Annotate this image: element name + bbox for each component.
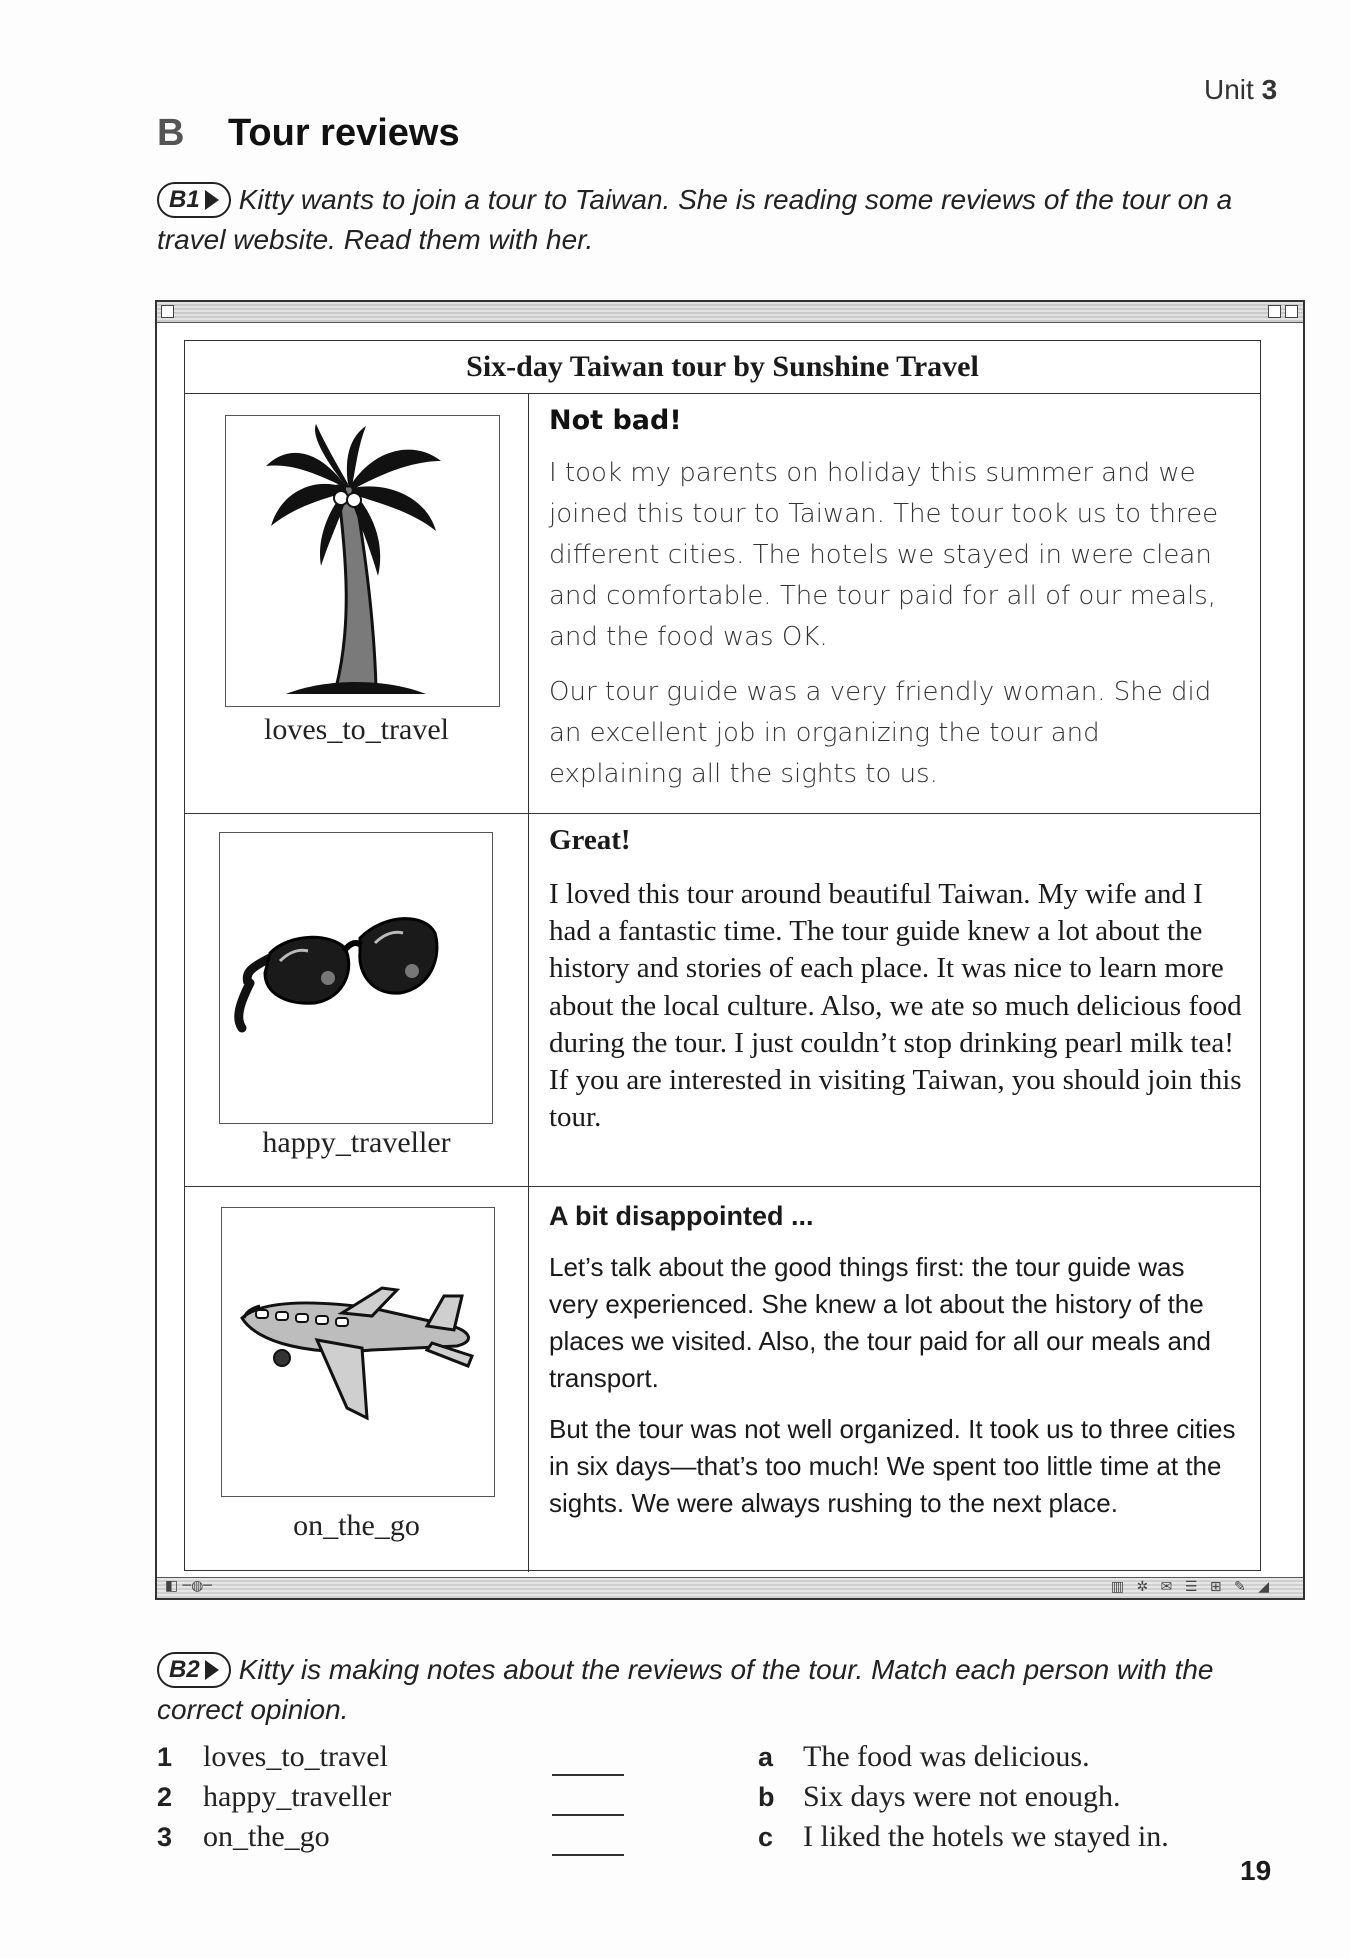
item-number: 1 <box>157 1742 173 1772</box>
b1-audio-badge[interactable] <box>157 182 231 218</box>
page-number: 19 <box>1240 1855 1272 1886</box>
reviewer-name[interactable]: happy_traveller <box>262 1126 451 1159</box>
review-table <box>184 340 1261 1571</box>
item-number: 3 <box>157 1822 173 1852</box>
b1-instruction-block <box>157 180 1277 259</box>
collapse-box-icon[interactable] <box>1285 305 1298 318</box>
close-box-icon[interactable] <box>161 305 174 318</box>
match-item <box>157 1740 388 1774</box>
review-body <box>549 453 1239 795</box>
reviewer-name[interactable]: loves_to_travel <box>264 713 449 746</box>
palm-tree-icon <box>225 415 500 707</box>
airplane-icon <box>221 1207 495 1497</box>
section-title: Tour reviews <box>228 112 460 154</box>
review-title: A bit disappointed ... <box>549 1201 814 1231</box>
review-row <box>185 393 1260 814</box>
b2-audio-badge[interactable] <box>157 1652 231 1688</box>
match-item <box>157 1780 392 1814</box>
review-paragraph: I loved this tour around beautiful Taiwan. My wife and I had a fantastic time. The tour guide knew a lot about the history and stories of each place. It was nice to learn more about the local culture. Also, we ate so much delicious food during the tour. I just couldn’t stop drinking pearl milk tea! If you are interested in visiting Taiwan, you should join this tour. <box>549 878 1242 1134</box>
zoom-box-icon[interactable] <box>1268 305 1281 318</box>
b2-badge-label: B2 <box>169 1656 200 1684</box>
match-item <box>157 1820 330 1854</box>
review-content <box>529 1187 1260 1572</box>
answer-blank[interactable] <box>552 1812 624 1816</box>
answer-blank[interactable] <box>552 1772 624 1776</box>
reviewer-cell <box>185 814 529 1186</box>
person-name: loves_to_travel <box>203 1740 388 1773</box>
review-content <box>529 393 1260 813</box>
opinion-text: I liked the hotels we stayed in. <box>803 1820 1169 1853</box>
b1-badge-label: B1 <box>169 186 200 214</box>
review-title: Great! <box>549 824 631 856</box>
reviewer-cell <box>185 393 529 813</box>
opinion-letter: c <box>758 1822 774 1852</box>
b2-instruction: Kitty is making notes about the reviews of the tour. Match each person with the correct opinion. <box>157 1654 1214 1725</box>
person-name: happy_traveller <box>203 1780 392 1813</box>
status-bar-icons[interactable]: ▥ ✲ ✉ ☰ ⊞ ✎ ◢ <box>1110 1579 1273 1595</box>
window-title-bar <box>157 302 1303 323</box>
opinion-letter: b <box>758 1782 775 1812</box>
opinion-letter: a <box>758 1742 774 1772</box>
scroll-control-icon[interactable]: ◧ ─◍─ <box>165 1578 212 1594</box>
review-paragraph: I took my parents on holiday this summer and we joined this tour to Taiwan. The tour took us to three different cities. The hotels we stayed in were clean and comfortable. The tour paid for all of our meals, and the food was OK. <box>549 458 1219 652</box>
section-letter: B <box>157 112 185 154</box>
answer-blank[interactable] <box>552 1852 624 1856</box>
review-row <box>185 1187 1260 1572</box>
opinion-text: The food was delicious. <box>803 1740 1090 1773</box>
review-body <box>549 1249 1239 1522</box>
sunglasses-icon <box>219 832 493 1124</box>
reviewer-cell <box>185 1187 529 1572</box>
b2-instruction-block <box>157 1650 1277 1729</box>
play-icon <box>205 190 219 210</box>
opinion-item <box>758 1740 1090 1774</box>
play-icon <box>205 1660 219 1680</box>
review-paragraph: Our tour guide was a very friendly woman. She did an excellent job in organizing the tour and explaining all the sights to us. <box>549 677 1212 789</box>
unit-label <box>1204 74 1277 106</box>
unit-word: Unit <box>1204 74 1254 105</box>
review-row <box>185 814 1260 1187</box>
review-paragraph: Let’s talk about the good things first: the tour guide was very experienced. She knew a lot about the history of the places we visited. Also, the tour paid for all our meals and transport. <box>549 1252 1211 1393</box>
review-title: Not bad! <box>549 405 682 436</box>
review-body <box>549 876 1249 1136</box>
unit-number: 3 <box>1261 74 1278 105</box>
opinion-text: Six days were not enough. <box>803 1780 1121 1813</box>
opinion-item <box>758 1780 1121 1814</box>
review-paragraph: But the tour was not well organized. It took us to three cities in six days—that’s too much! We spent too little time at the sights. We were always rushing to the next place. <box>549 1414 1236 1518</box>
b1-instruction: Kitty wants to join a tour to Taiwan. She is reading some reviews of the tour on a travel website. Read them with her. <box>157 184 1233 255</box>
browser-window <box>155 300 1305 1600</box>
opinion-item <box>758 1820 1169 1854</box>
item-number: 2 <box>157 1782 173 1812</box>
reviewer-name[interactable]: on_the_go <box>293 1509 420 1542</box>
window-status-bar <box>157 1577 1303 1598</box>
person-name: on_the_go <box>203 1820 330 1853</box>
tour-title: Six-day Taiwan tour by Sunshine Travel <box>185 341 1260 394</box>
review-content <box>529 814 1260 1186</box>
